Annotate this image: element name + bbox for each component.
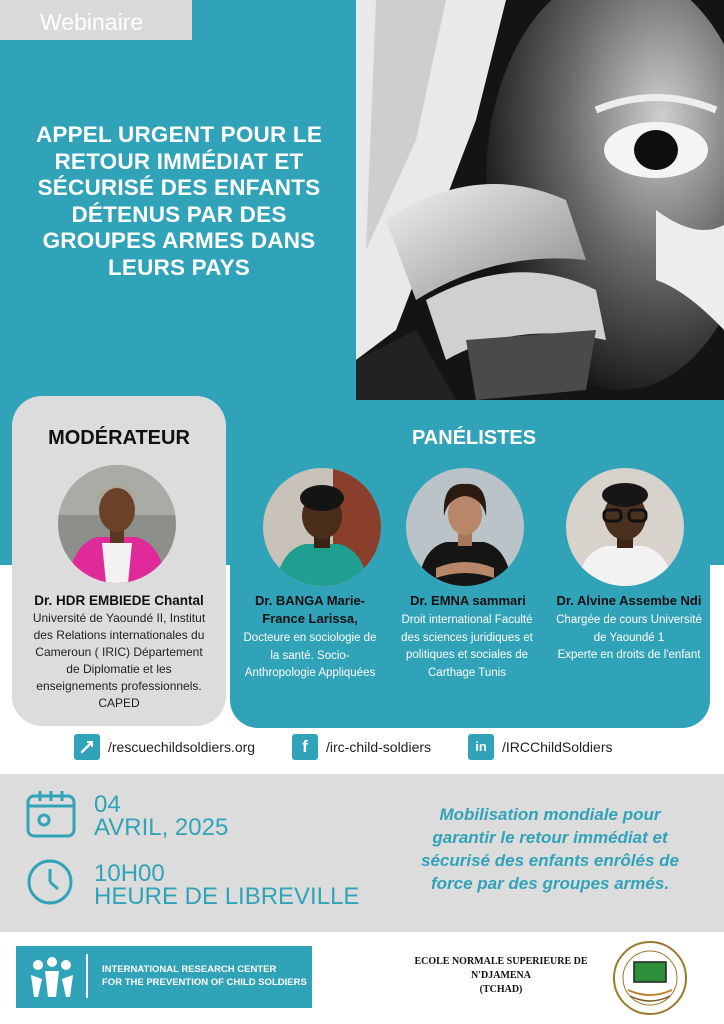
event-month-year: AVRIL, 2025 — [94, 814, 229, 841]
panelist-2-description — [387, 612, 547, 682]
desc-line: Chargée de cours Université — [556, 614, 702, 626]
desc-line: enseignements professionnels. — [36, 679, 202, 693]
facebook-icon[interactable]: f — [292, 734, 318, 760]
moderator-heading: MODÉRATEUR — [48, 427, 190, 449]
irc-line: INTERNATIONAL RESEARCH CENTER — [102, 964, 277, 975]
slogan-line: sécurisé des enfants enrôlés de — [421, 851, 679, 870]
title-line: APPEL URGENT POUR LE — [35, 122, 323, 147]
title-line: RETOUR IMMÉDIAT ET — [54, 148, 304, 174]
desc-line: de Yaoundé 1 — [593, 631, 665, 644]
event-time: 10H00 — [94, 860, 165, 887]
panelist-2-portrait-illustration — [406, 468, 524, 586]
link-icon — [74, 734, 100, 760]
clock-icon-graphic — [26, 858, 74, 906]
title-line: LEURS PAYS — [107, 254, 251, 280]
panelist-2-name — [392, 592, 544, 610]
panelist-3-description — [544, 612, 714, 665]
slogan-line: Mobilisation mondiale pour — [439, 805, 661, 824]
panelist-3-portrait-illustration — [566, 468, 684, 586]
website-icon[interactable] — [74, 734, 100, 760]
name-line: Dr. BANGA Marie- — [254, 593, 366, 608]
desc-line: de Diplomatie et les — [66, 662, 172, 676]
title-line: SÉCURISÉ DES ENFANTS — [37, 175, 321, 201]
irc-children-icon — [28, 953, 76, 1001]
hero-photo — [356, 0, 724, 400]
moderator-portrait-illustration — [58, 465, 176, 583]
panelist-1-portrait-illustration — [263, 468, 381, 586]
panelist-1-name — [232, 592, 388, 628]
desc-line: politiques et sociales de — [405, 649, 529, 661]
panelist-3-avatar — [566, 468, 684, 586]
ens-seal-graphic — [612, 940, 688, 1016]
desc-line: la santé. Socio- — [270, 649, 350, 662]
facebook-link[interactable]: /irc-child-soldiers — [326, 739, 432, 755]
irc-name — [102, 963, 307, 989]
slogan-line: force par des groupes armés. — [430, 874, 670, 893]
hero-photo-illustration — [356, 0, 724, 400]
ens-name — [400, 955, 602, 997]
slogan — [392, 803, 708, 895]
linkedin-link[interactable]: /IRCChildSoldiers — [502, 739, 613, 755]
ens-line: ECOLE NORMALE SUPERIEURE DE — [414, 956, 588, 967]
desc-line: des sciences juridiques et — [401, 631, 533, 644]
webinar-badge: Webinaire — [0, 0, 192, 40]
panelists-heading: PANÉLISTES — [411, 427, 537, 449]
calendar-icon — [26, 790, 76, 843]
moderator-description — [12, 610, 226, 712]
moderator-avatar — [58, 465, 176, 583]
desc-line: Carthage Tunis — [428, 666, 506, 679]
title-line: GROUPES ARMES DANS — [42, 228, 316, 254]
website-link[interactable]: /rescuechildsoldiers.org — [108, 739, 256, 755]
desc-line: des Relations internationales du — [33, 628, 205, 642]
desc-line: Docteure en sociologie de — [243, 632, 377, 644]
ens-line: N'DJAMENA — [471, 970, 531, 981]
panelist-1-description — [232, 630, 388, 683]
desc-line: Experte en droits de l'enfant — [557, 649, 701, 661]
event-day: 04 — [94, 791, 121, 818]
title-line: DÉTENUS PAR DES — [71, 201, 287, 227]
name-line: Dr. Alvine Assembe Ndi — [556, 593, 702, 608]
irc-line: FOR THE PREVENTION OF CHILD SOLDIERS — [102, 977, 307, 988]
name-line: Dr. EMNA sammari — [410, 593, 526, 608]
moderator-name: Dr. HDR EMBIEDE Chantal — [34, 593, 204, 608]
panelist-1-avatar — [263, 468, 381, 586]
desc-line: Droit international Faculté — [401, 614, 533, 626]
panelist-3-name — [544, 592, 714, 610]
desc-line: Cameroun ( IRIC) Département — [35, 645, 203, 659]
event-timezone: HEURE DE LIBREVILLE — [94, 883, 360, 910]
desc-line: Université de Yaoundé II, Institut — [32, 611, 206, 625]
calendar-icon-graphic — [26, 790, 76, 838]
clock-icon — [26, 858, 74, 911]
linkedin-icon[interactable]: in — [468, 734, 494, 760]
page-title — [20, 122, 338, 282]
panelist-2-avatar — [406, 468, 524, 586]
desc-line: Anthropologie Appliquées — [244, 667, 376, 679]
ens-line: (TCHAD) — [479, 984, 523, 995]
ens-seal-logo — [612, 940, 688, 1021]
desc-line: CAPED — [98, 696, 140, 710]
name-line: France Larissa, — [262, 611, 358, 626]
irc-divider — [86, 954, 88, 998]
slogan-line: garantir le retour immédiat et — [432, 828, 668, 847]
irc-logo-icon — [28, 953, 76, 1006]
